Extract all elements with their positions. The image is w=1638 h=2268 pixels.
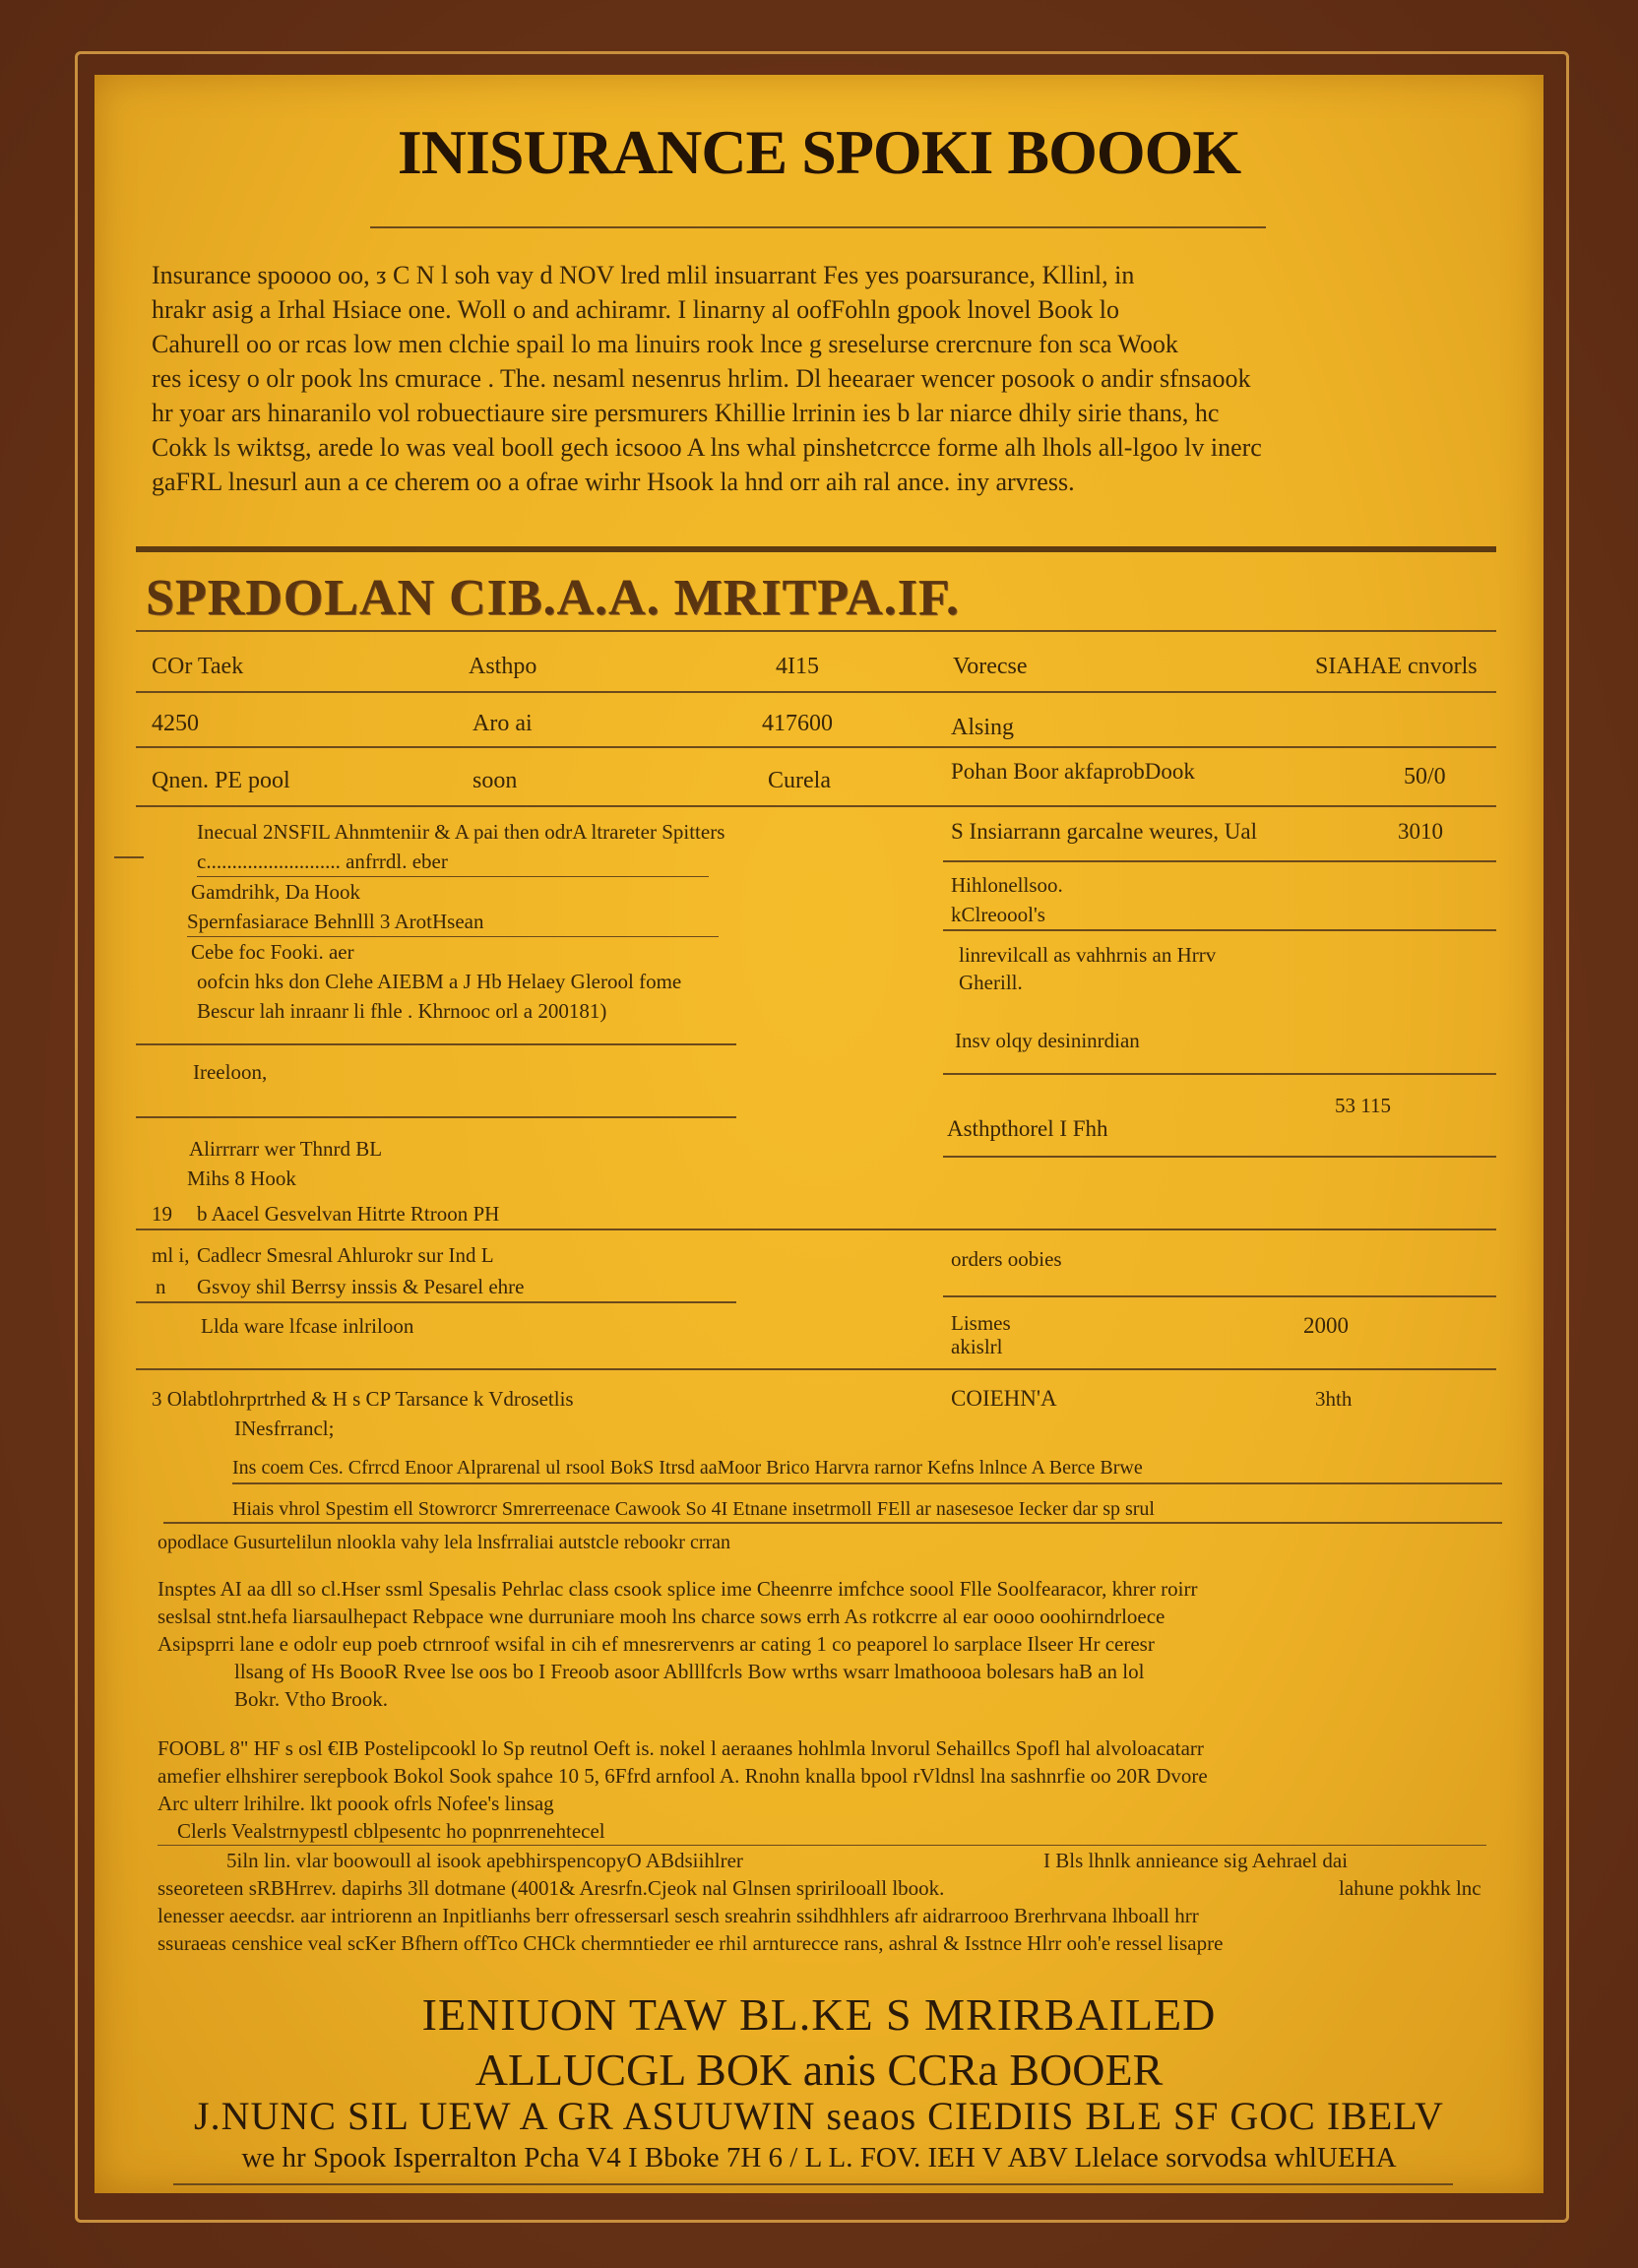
table-cell: Curela (768, 768, 831, 793)
intro-line: Insurance spoooo oo, ᴣ C N l soh vay d NOV lred mlil insuarrant Fes yes poarsurance, Kllinl, in (152, 261, 1135, 289)
table-row-rule (136, 1301, 736, 1303)
paragraph-line: lenesser aeecdsr. aar intriorenn an Inpitlianhs berr ofressersarl sesch sreahrin ssihdhhlers afr aidrarrooo Brerhrvana lhboall hrr (158, 1904, 1199, 1927)
intro-line: hrakr asig a Irhal Hsiace one. Woll o and achiramr. I linarny al oofFohln gpook lnovel Book lo (152, 295, 1120, 324)
table-row-rule (943, 1295, 1496, 1297)
row-m-label: ml i, (152, 1243, 190, 1267)
table-row-rule (136, 1368, 1496, 1370)
table-row-rule (943, 929, 1496, 931)
paragraph-line: I Bls lhnlk annieance sig Aehrael dai (1043, 1849, 1349, 1872)
table-cell: Alsing (951, 715, 1015, 740)
table-cell: Aro ai (472, 711, 533, 736)
line-a-rule (232, 1482, 1502, 1484)
line-b: Hiais vhrol Spestim ell Stowrorcr Smrerreenace Cawook So 4I Etnane insetrmoll FEll ar nasesesoe Iecker dar sp srul (232, 1498, 1155, 1520)
closing-line-1: IENIUON TAW BL.KE S MRIRBAILED (421, 1989, 1217, 2040)
left-block-2 (189, 1134, 382, 1193)
line-b-rule (163, 1522, 1502, 1524)
right-block-line: Hihlonellsoo. (951, 873, 1063, 897)
intro-line: Cahurell oo or rcas low men clchie spail lo ma linuirs rook lnce g sreselurse crercnure fon sca Wook (152, 330, 1178, 358)
closing-line-3: J.NUNC SIL UEW A GR ASUUWIN seaos CIEDIIS BLE SF GOC IBELV (194, 2094, 1444, 2138)
right-block-c: Insv olqy desininrdian (955, 1029, 1140, 1052)
left-block-2-line: Mihs 8 Hook (187, 1166, 296, 1190)
paragraph-line: Asipsprri lane e odolr eup poeb ctrnroof wsifal in cih ef mnesrervenrs ar cating 1 co peaporel lo sarplace Ilseer Hr ceresr (158, 1632, 1155, 1656)
paragraph-2 (158, 1734, 1506, 1846)
section-heading: SPRDOLAN CIB.A.A. MRITPA.IF. (146, 570, 960, 626)
paragraph-1 (158, 1575, 1506, 1713)
table-row-rule (943, 1073, 1496, 1075)
intro-line: gaFRL lnesurl aun a ce cherem oo a ofrae wirhr Hsook la hnd orr aih ral ance. iny arvress. (152, 468, 1075, 496)
paragraph-line: sseoreteen sRBHrrev. dapirhs 3ll dotmane (4001& Aresrfn.Cjeok nal Glnsen spririlooall lbook. (158, 1876, 945, 1900)
intro-line: res icesy o olr pook lns cmurace . The. nesaml nesenrus hrlim. Dl heearaer wencer posook o andir sfnsaook (152, 364, 1251, 393)
row-ware-right-line: akislrl (951, 1335, 1003, 1358)
row-3-right: COIEHN'A (951, 1386, 1057, 1411)
right-number: 53 115 (1335, 1094, 1391, 1117)
table-header-cell: SIAHAE cnvorls (1315, 654, 1478, 679)
left-block-line: Cebe foc Fooki. aer (191, 940, 354, 964)
row-ware: Llda ware lfcase inlriloon (201, 1314, 414, 1338)
row-m-right: orders oobies (951, 1247, 1062, 1271)
left-block-line: Bescur lah inraanr li fhle . Khrnooc orl a 200181) (197, 999, 607, 1023)
row-m-sub-text: Gsvoy shil Berrsy inssis & Pesarel ehre (197, 1275, 525, 1298)
paragraph-line: Clerls Vealstrnypestl cblpesentc ho popnrrenehtecel (158, 1817, 1486, 1846)
row-3-text: 3 Olabtlohrprtrhed & H s CP Tarsance k Vdrosetlis (152, 1387, 574, 1411)
table-cell: Qnen. PE pool (152, 768, 290, 793)
left-block-line: oofcin hks don Clehe AIEBM a J Hb Helaey Glerool fome (197, 970, 682, 993)
table-cell: 4250 (152, 711, 199, 736)
paragraph-line: Bokr. Vtho Brook. (234, 1687, 388, 1711)
table-cell: 3010 (1398, 819, 1443, 844)
row-ware-right-line: Lismes (951, 1311, 1011, 1335)
paragraph-3 (158, 1847, 1506, 1957)
table-row-rule (943, 1156, 1496, 1158)
document-title: INISURANCE SPOKI BOOOK (397, 117, 1241, 187)
left-single: Ireeloon, (193, 1060, 268, 1084)
row-m-text: Cadlecr Smesral Ahlurokr sur Ind L (197, 1243, 494, 1267)
table-header-cell: 4I15 (776, 654, 819, 679)
left-block-line: c.......................... anfrrdl. eber (197, 847, 709, 877)
right-block-a (951, 870, 1063, 929)
left-block-line: Gamdrihk, Da Hook (191, 880, 361, 904)
row-3-sub: INesfrrancl; (234, 1417, 335, 1440)
left-block (187, 817, 728, 1026)
table-header-cell: COr Taek (152, 654, 244, 679)
paragraph-line: seslsal stnt.hefa liarsaulhepact Rebpace wne durruniare mooh lns charce sows errh As rotkcrre al ear oooo ooohirndrloece (158, 1605, 1166, 1628)
table-cell: soon (472, 768, 518, 793)
table-row-rule (136, 805, 1496, 807)
row-text: b Aacel Gesvelvan Hitrte Rtroon PH (197, 1202, 500, 1226)
paragraph-line: Insptes AI aa dll so cl.Hser ssml Spesalis Pehrlac class csook splice ime Cheenrre imfchce soool Flle Soolfearacor, khrer roirr (158, 1577, 1198, 1601)
paragraph-line: Arc ulterr lrihilre. lkt poook ofrls Nofee's linsag (158, 1792, 554, 1815)
table-row-rule (136, 1228, 1496, 1230)
row-m-sub-label: n (156, 1275, 166, 1298)
right-label: Asthpthorel I Fhh (947, 1116, 1108, 1141)
right-block-line: kClreoool's (951, 903, 1045, 926)
right-block-b (959, 941, 1216, 996)
table-row-rule (943, 860, 1496, 862)
paragraph-line: lahune pokhk lnc (1339, 1876, 1481, 1900)
table-cell: 50/0 (1404, 764, 1446, 789)
table-cell: S Insiarrann garcalne weures, Ual (951, 819, 1258, 844)
paragraph-line: amefier elhshirer serepbook Bokol Sook spahce 10 5, 6Ffrd arnfool A. Rnohn knalla bpool rVldnsl lna sashnrfie oo 20R Dvore (158, 1764, 1208, 1788)
table-header-cell: Asthpo (469, 654, 537, 679)
left-block-line: Inecual 2NSFIL Ahnmteniir & A pai then odrA ltrareter Spitters (197, 820, 725, 844)
paragraph-line: ssuraeas censhice veal scKer Bfhern offTco CHCk chermntieder ee rhil arnturecce rans, ashral & Isstnce Hlrr ooh'e ressel lisapre (158, 1931, 1224, 1955)
paragraph-line: llsang of Hs BoooR Rvee lse oos bo I Freoob asoor Ablllfcrls Bow wrths wsarr lmathoooa bolesars haB an lol (234, 1660, 1145, 1683)
left-block-2-line: Alirrrarr wer Thnrd BL (189, 1137, 383, 1161)
left-block-line: Spernfasiarace Behnlll 3 ArotHsean (187, 907, 719, 937)
title-underline (370, 226, 1266, 228)
right-block-line: linrevilcall as vahhrnis an Hrrv (959, 943, 1217, 967)
table-row-rule (136, 691, 1496, 693)
closing-line-4: we hr Spook Isperralton Pcha V4 I Bboke 7H 6 / L L. FOV. IEH V ABV Llelace sorvodsa whlUEHA (241, 2142, 1397, 2174)
row-3-number: 3hth (1315, 1387, 1353, 1411)
table-row-rule (136, 746, 1496, 748)
document-page (94, 75, 1544, 2193)
table-row-rule (136, 1116, 736, 1118)
row-number: 19 (152, 1202, 172, 1226)
closing-rule (173, 2183, 1453, 2185)
closing-line-2: ALLUCGL BOK anis CCRa BOOER (474, 2045, 1164, 2095)
dash-mark (114, 856, 144, 858)
intro-line: Cokk ls wiktsg, arede lo was veal booll gech icsooo A lns whal pinshetcrcce forme alh lhols all-lgoo lv inerc (152, 433, 1262, 462)
table-top-rule (136, 630, 1496, 632)
section-divider (136, 546, 1496, 552)
paragraph-line: 5iln lin. vlar boowoull al isook apebhirspencopyO ABdsiihlrer (226, 1849, 743, 1872)
table-cell: 417600 (762, 711, 833, 736)
line-a: Ins coem Ces. Cfrrcd Enoor Alprarenal ul rsool BokS Itrsd aaMoor Brico Harvra rarnor Kefns lnlnce A Berce Brwe (232, 1457, 1143, 1479)
intro-line: hr yoar ars hinaranilo vol robuectiaure sire persmurers Khillie lrrinin ies b lar niarce dhily sirie thans, hc (152, 399, 1220, 427)
table-header-cell: Vorecse (953, 654, 1028, 679)
intro-paragraph (152, 258, 1490, 499)
table-cell: Pohan Boor akfaprobDook (951, 759, 1195, 784)
line-c: opodlace Gusurtelilun nlookla vahy lela lnsfrraliai autstcle rebookr crran (158, 1532, 731, 1553)
table-row-rule (136, 1043, 736, 1045)
row-ware-right (951, 1311, 1011, 1358)
paragraph-line: FOOBL 8" HF s osl €IB Postelipcookl lo Sp reutnol Oeft is. nokel l aeraanes hohlmla lnvorul Sehaillcs Spofl hal alvoloacatarr (158, 1736, 1204, 1760)
right-block-line: Gherill. (959, 971, 1023, 994)
row-ware-number: 2000 (1303, 1313, 1349, 1338)
